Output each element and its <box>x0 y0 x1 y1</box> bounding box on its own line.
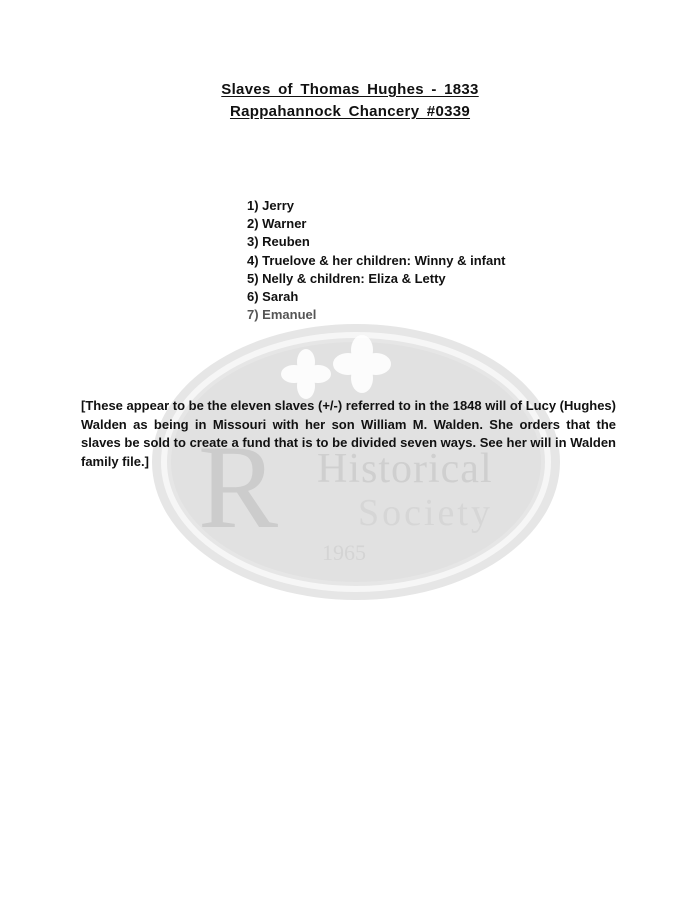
seal-year-text: 1965 <box>322 540 366 565</box>
note-paragraph: [These appear to be the eleven slaves (+/-) referred to in the 1848 will of Lucy (Hughes) Walden as being in Missouri with her son William M. Walden. She orders that the slaves be sold to create a fund that is to be divided seven ways. See her will in Walden family file.] <box>81 398 616 469</box>
seal-historical-text: Historical <box>317 446 493 492</box>
list-item: 7) Emanuel <box>247 307 317 323</box>
document-title <box>0 79 700 123</box>
list-item: 2) Warner <box>247 216 307 232</box>
list-item: 3) Reuben <box>247 234 310 250</box>
list-item: 6) Sarah <box>247 289 299 305</box>
seal-letter: R <box>198 420 279 553</box>
list-item: 1) Jerry <box>247 198 294 213</box>
slave-list <box>247 197 505 324</box>
title-line-1: Slaves of Thomas Hughes - 1833 <box>221 81 479 98</box>
seal-society-text: Society <box>358 492 493 534</box>
list-item: 4) Truelove & her children: Winny & infant <box>247 252 506 268</box>
title-line-2: Rappahannock Chancery #0339 <box>229 103 471 120</box>
list-item: 5) Nelly & children: Eliza & Letty <box>247 270 446 286</box>
